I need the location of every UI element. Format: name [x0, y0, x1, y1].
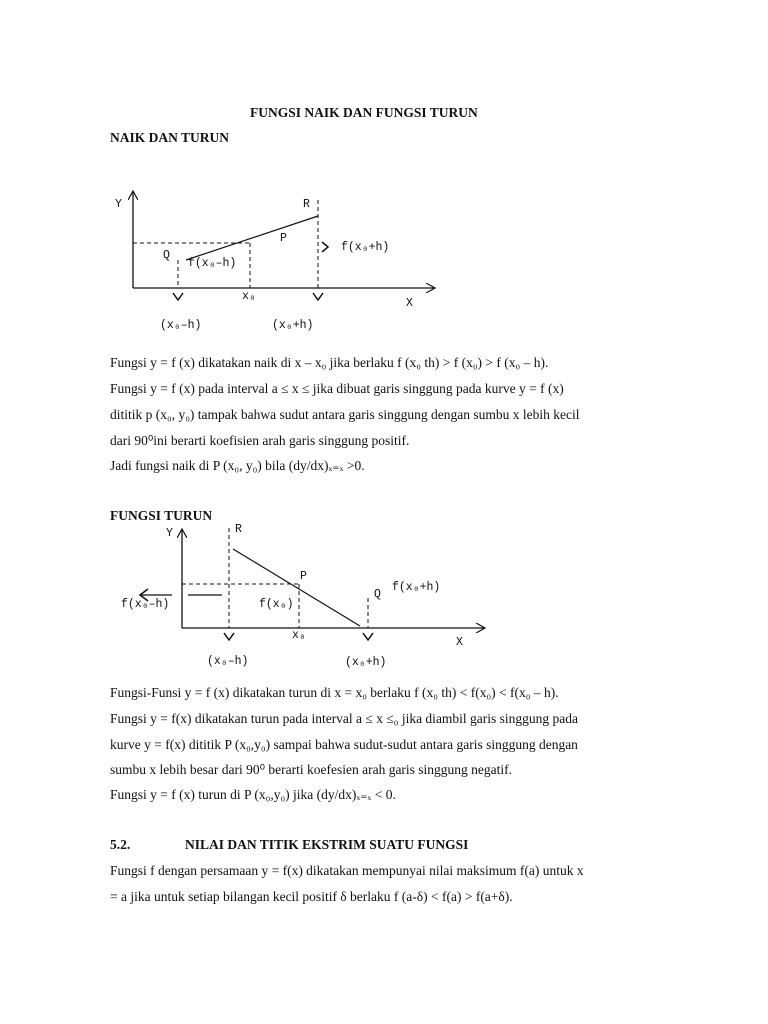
- f-x0-plus-h-label: f(x₀+h): [392, 581, 441, 594]
- f-x0-label: f(x₀): [259, 598, 294, 611]
- paragraph-line: Jadi fungsi naik di P (x₀, y₀) bila (dy/dx)ₓ₌ₓ >0.: [110, 458, 365, 473]
- page-title: FUNGSI NAIK DAN FUNGSI TURUN: [250, 105, 478, 120]
- section-heading-fungsi-turun: FUNGSI TURUN: [110, 508, 213, 523]
- point-r-label: R: [303, 198, 310, 211]
- x0-minus-h-label: (x₀–h): [160, 319, 202, 332]
- f-x0-minus-h-label: f(x₀–h): [121, 598, 170, 611]
- point-p-label: P: [300, 570, 307, 583]
- paragraph-line: dari 90⁰ini berarti koefisien arah garis singgung positif.: [110, 433, 410, 448]
- paragraph-line: Fungsi-Funsi y = f (x) dikatakan turun di x = x₀ berlaku f (x₀ th) < f(x₀) < f(x₀ – h).: [110, 685, 559, 700]
- f-x0-plus-h-label: f(x₀+h): [341, 241, 390, 254]
- paragraph-line: Fungsi y = f (x) dikatakan naik di x – x₀ jika berlaku f (x₀ th) > f (x₀) > f (x₀ – h).: [110, 355, 549, 370]
- paragraph-line: dititik p (x₀, y₀) tampak bahwa sudut antara garis singgung dengan sumbu x lebih kecil: [110, 407, 580, 422]
- paragraph-line: Fungsi f dengan persamaan y = f(x) dikatakan mempunyai nilai maksimum f(a) untuk x: [110, 863, 584, 878]
- point-p-label: P: [280, 232, 287, 245]
- paragraph-line: kurve y = f(x) dititik P (x₀,y₀) sampai bahwa sudut-sudut antara garis singgung dengan: [110, 737, 578, 752]
- y-axis-label: Y: [166, 527, 173, 540]
- chevron-down-icon: [224, 633, 234, 640]
- paragraph-line: = a jika untuk setiap bilangan kecil positif δ berlaku f (a-δ) < f(a) > f(a+δ).: [110, 889, 513, 904]
- point-q-label: Q: [163, 249, 170, 262]
- paragraph-line: Fungsi y = f (x) pada interval a ≤ x ≤ jika dibuat garis singgung pada kurve y = f (x): [110, 381, 564, 396]
- paragraph-line: Fungsi y = f (x) turun di P (x₀,y₀) jika (dy/dx)ₓ₌ₓ < 0.: [110, 787, 396, 802]
- x0-plus-h-label: (x₀+h): [272, 319, 314, 332]
- f-x0-minus-h-label: f(x₀–h): [188, 257, 237, 270]
- x-axis-label: X: [456, 636, 463, 649]
- x0-minus-h-label: (x₀–h): [207, 655, 249, 668]
- x0-label: x₀: [292, 629, 306, 642]
- paragraph-line: sumbu x lebih besar dari 90⁰ berarti koefesien arah garis singgung negatif.: [110, 762, 513, 777]
- paragraph-line: Fungsi y = f(x) dikatakan turun pada interval a ≤ x ≤₀ jika diambil garis singgung pada: [110, 711, 579, 726]
- x-axis-label: X: [406, 297, 413, 310]
- section-heading-naik-turun: NAIK DAN TURUN: [110, 130, 230, 145]
- chevron-down-icon: [363, 633, 373, 640]
- point-q-label: Q: [374, 588, 381, 601]
- function-line: [233, 549, 360, 626]
- y-axis-label: Y: [115, 198, 122, 211]
- section-number: 5.2.: [110, 837, 131, 852]
- x0-label: x₀: [242, 290, 256, 303]
- section-heading-ekstrim: NILAI DAN TITIK EKSTRIM SUATU FUNGSI: [185, 837, 469, 852]
- point-r-label: R: [235, 523, 242, 536]
- x0-plus-h-label: (x₀+h): [345, 656, 387, 669]
